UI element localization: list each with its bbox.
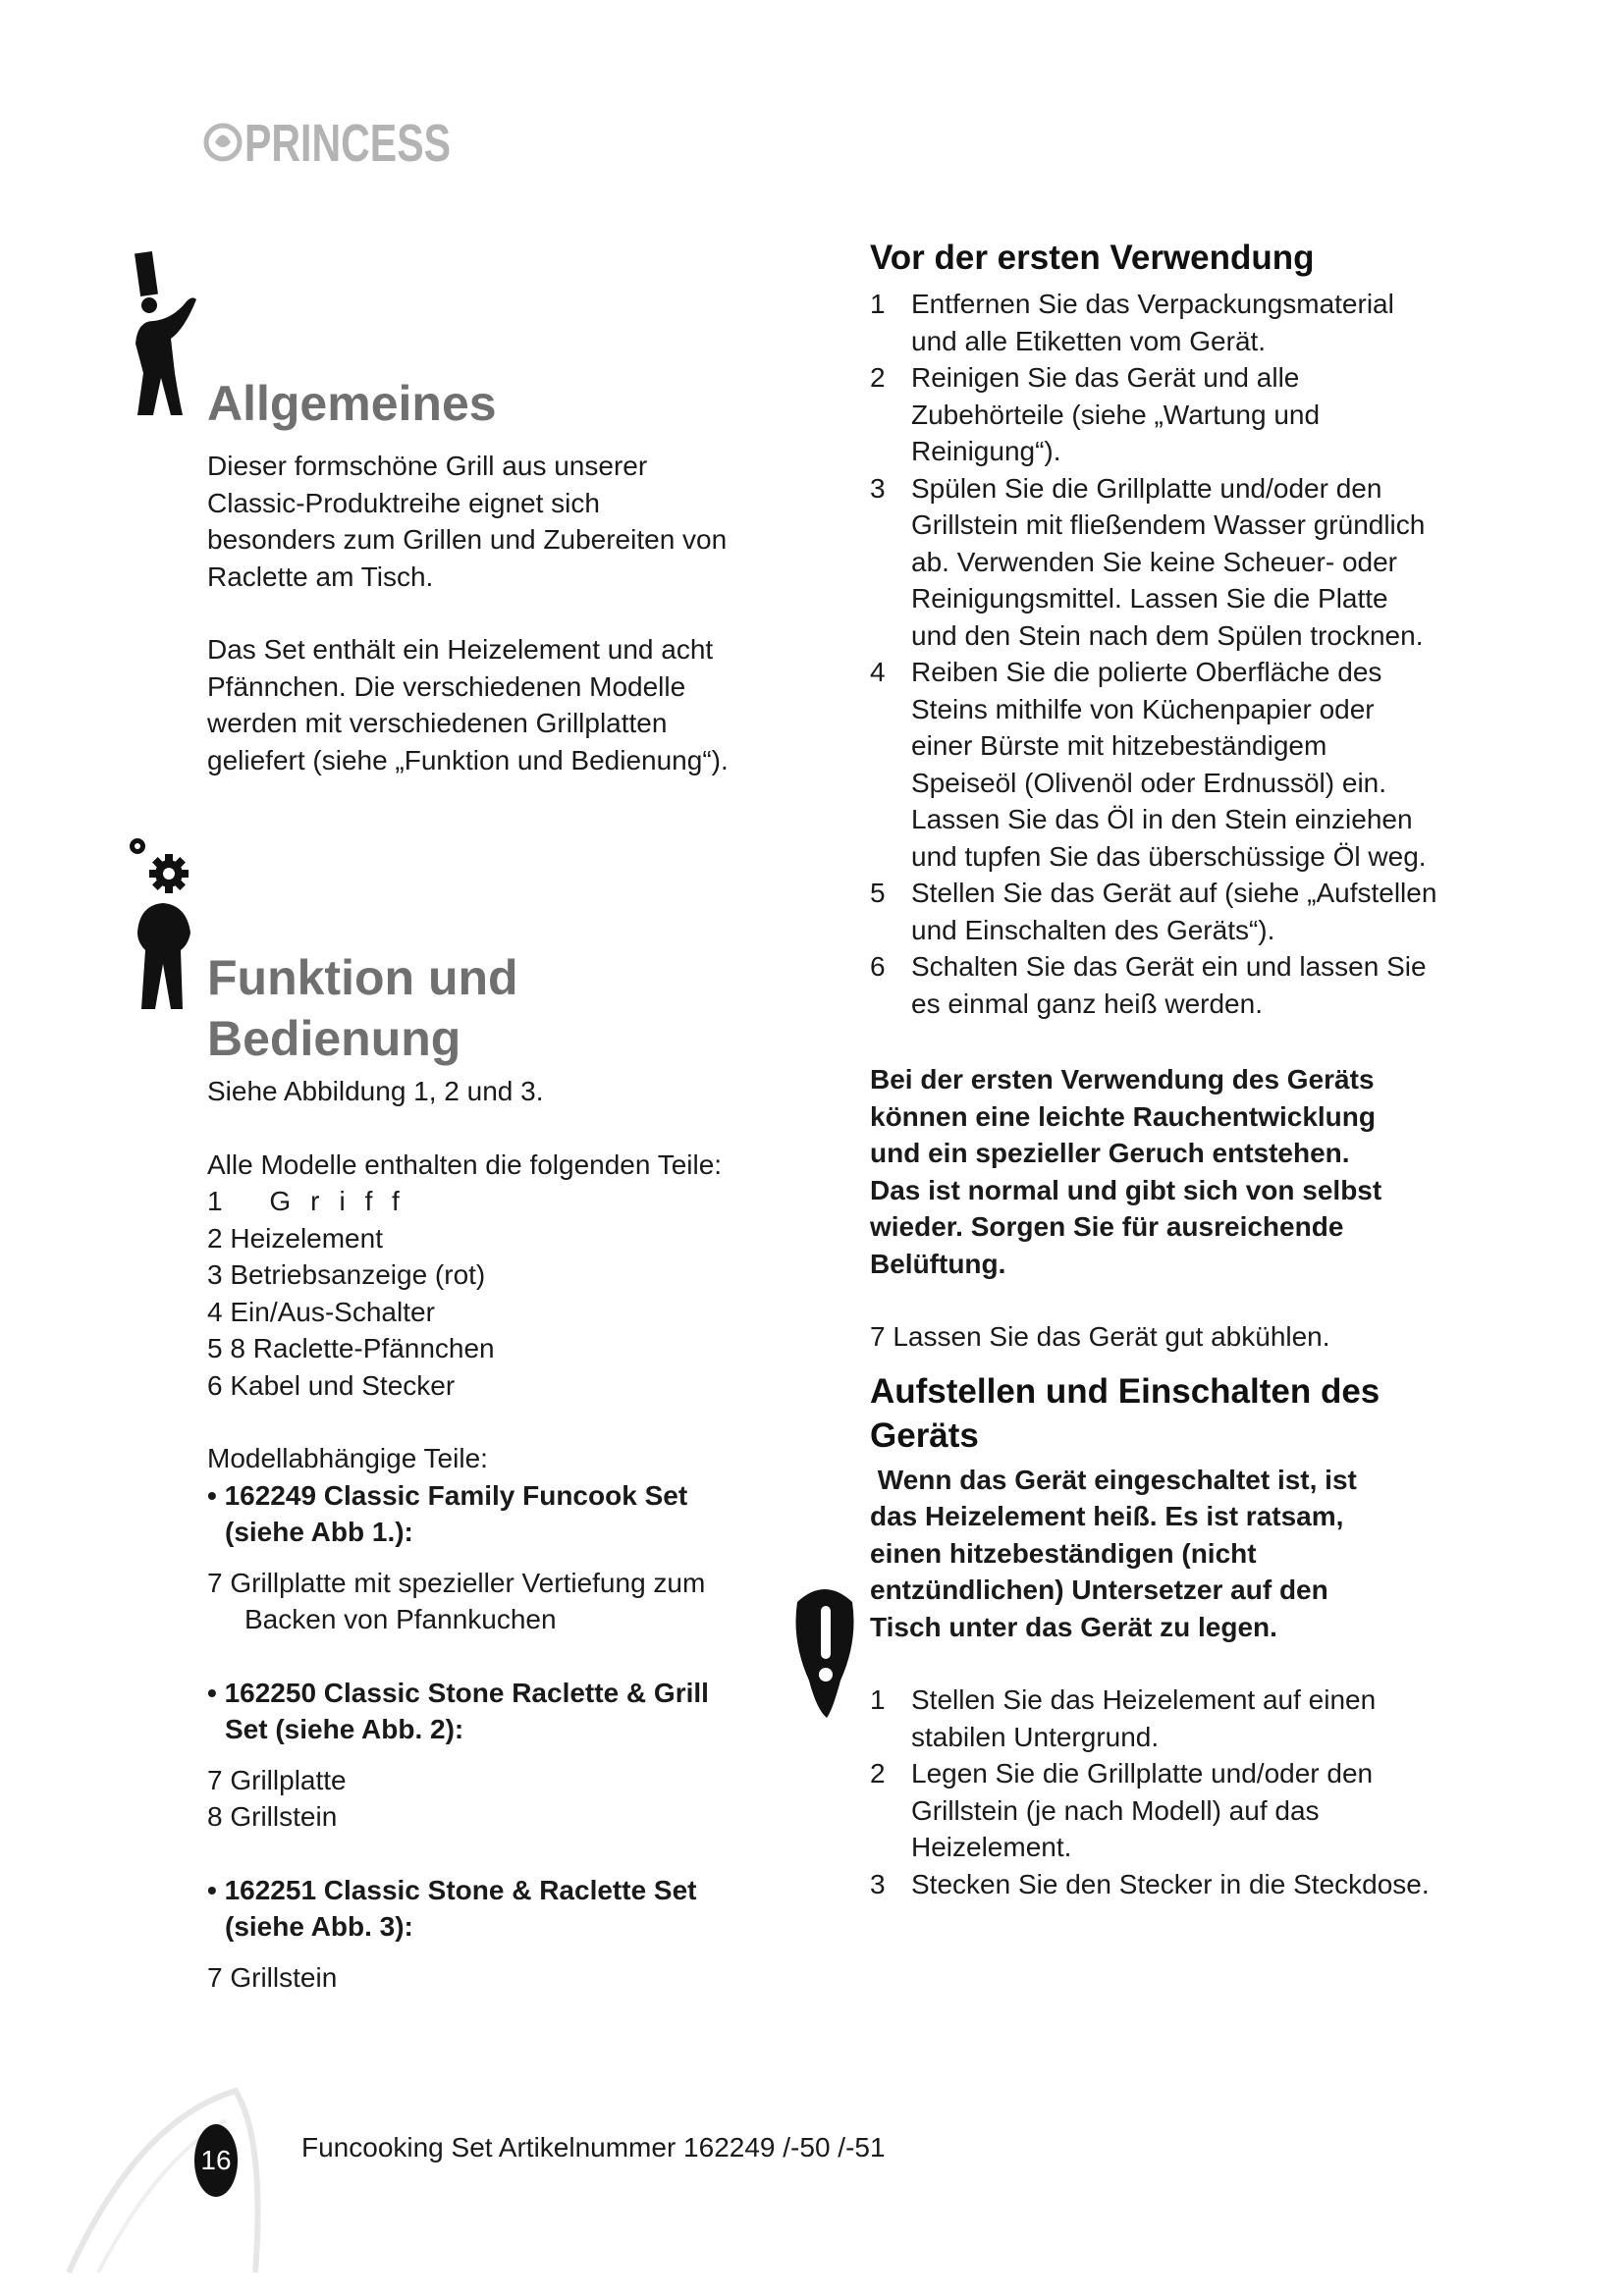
list-item: 3 Betriebsanzeige (rot) [207,1259,486,1290]
list-item: 3 Spülen Sie die Grillplatte und/oder den Grillstein mit fließendem Wasser gründlich ab. Verwenden Sie keine Scheuer- oder Reinigungsmittel. Lassen Sie die Platte und den Stein nach dem Spülen trocknen. [870,472,1426,651]
see-figures-text: Siehe Abbildung 1, 2 und 3. [207,1076,544,1106]
list-item: 4 Reiben Sie die polierte Oberfläche des Steins mithilfe von Küchenpapier oder einer Bürste mit hitzebeständigem Speiseöl (Olivenöl oder Erdnussöl) ein. Lassen Sie das Öl in den Stein einziehen und tupfen Sie das überschüssige Öl weg. [870,657,1427,872]
step-7: 7 Lassen Sie das Gerät gut abkühlen. [870,1321,1330,1352]
warning-exclamation-icon [791,1582,860,1720]
list-item: 2 Legen Sie die Grillplatte und/oder den Grillstein (je nach Modell) auf das Heizelement. [870,1758,1374,1862]
parts-intro: Alle Modelle enthalten die folgenden Teile: [207,1148,723,1180]
list-item: 1 Griff [207,1186,419,1216]
footer-text: Funcooking Set Artikelnummer 162249 /-50 /-51 [301,2132,886,2163]
left-column [207,236,796,1996]
list-item: 2 Reinigen Sie das Gerät und alle Zubehörteile (siehe „Wartung und Reinigung“). [870,362,1321,466]
section-title-aufstellen: Aufstellen und Einschalten des Geräts [870,1371,1380,1455]
princess-logo [201,98,466,187]
list-item: 5 8 Raclette-Pfännchen [207,1333,495,1363]
first-use-note: Bei der ersten Verwendung des Geräts können eine leichte Rauchentwicklung und ein spezieller Geruch entstehen. Das ist normal und gibt sich von selbst wieder. Sorgen Sie für ausreichende Belüftung. [870,1064,1382,1279]
list-item: 6 Schalten Sie das Gerät ein und lassen Sie es einmal ganz heiß werden. [870,951,1427,1019]
model-162249: • 162249 Classic Family Funcook Set (siehe Abb 1.): 7 Grillplatte mit spezieller Vertiefung zum Backen von Pfannkuchen [207,1479,706,1634]
section-title-funktion: Funktion und Bedienung [207,950,518,1066]
list-item: 6 Kabel und Stecker [207,1369,456,1401]
gear-figure-icon [126,834,204,1011]
right-column [870,236,1439,1902]
list-item: 3 Stecken Sie den Stecker in die Steckdose. [870,1868,1430,1899]
list-item: 1 Entfernen Sie das Verpackungsmaterial und alle Etiketten vom Gerät. [870,289,1394,356]
model-intro: Modellabhängige Teile: [207,1443,488,1473]
model-162251: • 162251 Classic Stone & Raclette Set (siehe Abb. 3): 7 Grillstein [207,1874,697,1993]
setup-steps [870,1682,1439,1902]
first-use-steps [870,286,1439,1022]
footer-swoosh-decoration [59,2081,285,2277]
svg-text:PRINCESS: PRINCESS [244,114,451,173]
parts-list [207,1183,796,1404]
intro-paragraph-1: Dieser formschöne Grill aus unserer Classic-Produktreihe eignet sich besonders zum Grillen und Zubereiten von Raclette am Tisch. [207,451,728,592]
exclamation-figure-icon [128,250,206,417]
warning-text: Wenn das Gerät eingeschaltet ist, ist das Heizelement heiß. Es ist ratsam, einen hitzebeständigen (nicht entzündlichen) Untersetzer auf den Tisch unter das Gerät zu legen. [870,1464,1357,1642]
intro-paragraph-2: Das Set enthält ein Heizelement und acht Pfännchen. Die verschiedenen Modelle werden mit verschiedenen Grillplatten geliefert (siehe „Funktion und Bedienung“). [207,634,729,775]
list-item: 5 Stellen Sie das Gerät auf (siehe „Aufstellen und Einschalten des Geräts“). [870,878,1437,945]
model-162250: • 162250 Classic Stone Raclette & Grill Set (siehe Abb. 2): 7 Grillplatte 8 Grillstein [207,1677,709,1832]
section-title-allgemeines: Allgemeines [207,376,497,431]
section-title-vor-der-ersten-verwendung: Vor der ersten Verwendung [870,239,1315,277]
list-item: 4 Ein/Aus-Schalter [207,1296,435,1327]
list-item: 2 Heizelement [207,1222,383,1254]
page-number: 16 [194,2124,238,2197]
list-item: 1 Stellen Sie das Heizelement auf einen stabilen Untergrund. [870,1684,1377,1752]
